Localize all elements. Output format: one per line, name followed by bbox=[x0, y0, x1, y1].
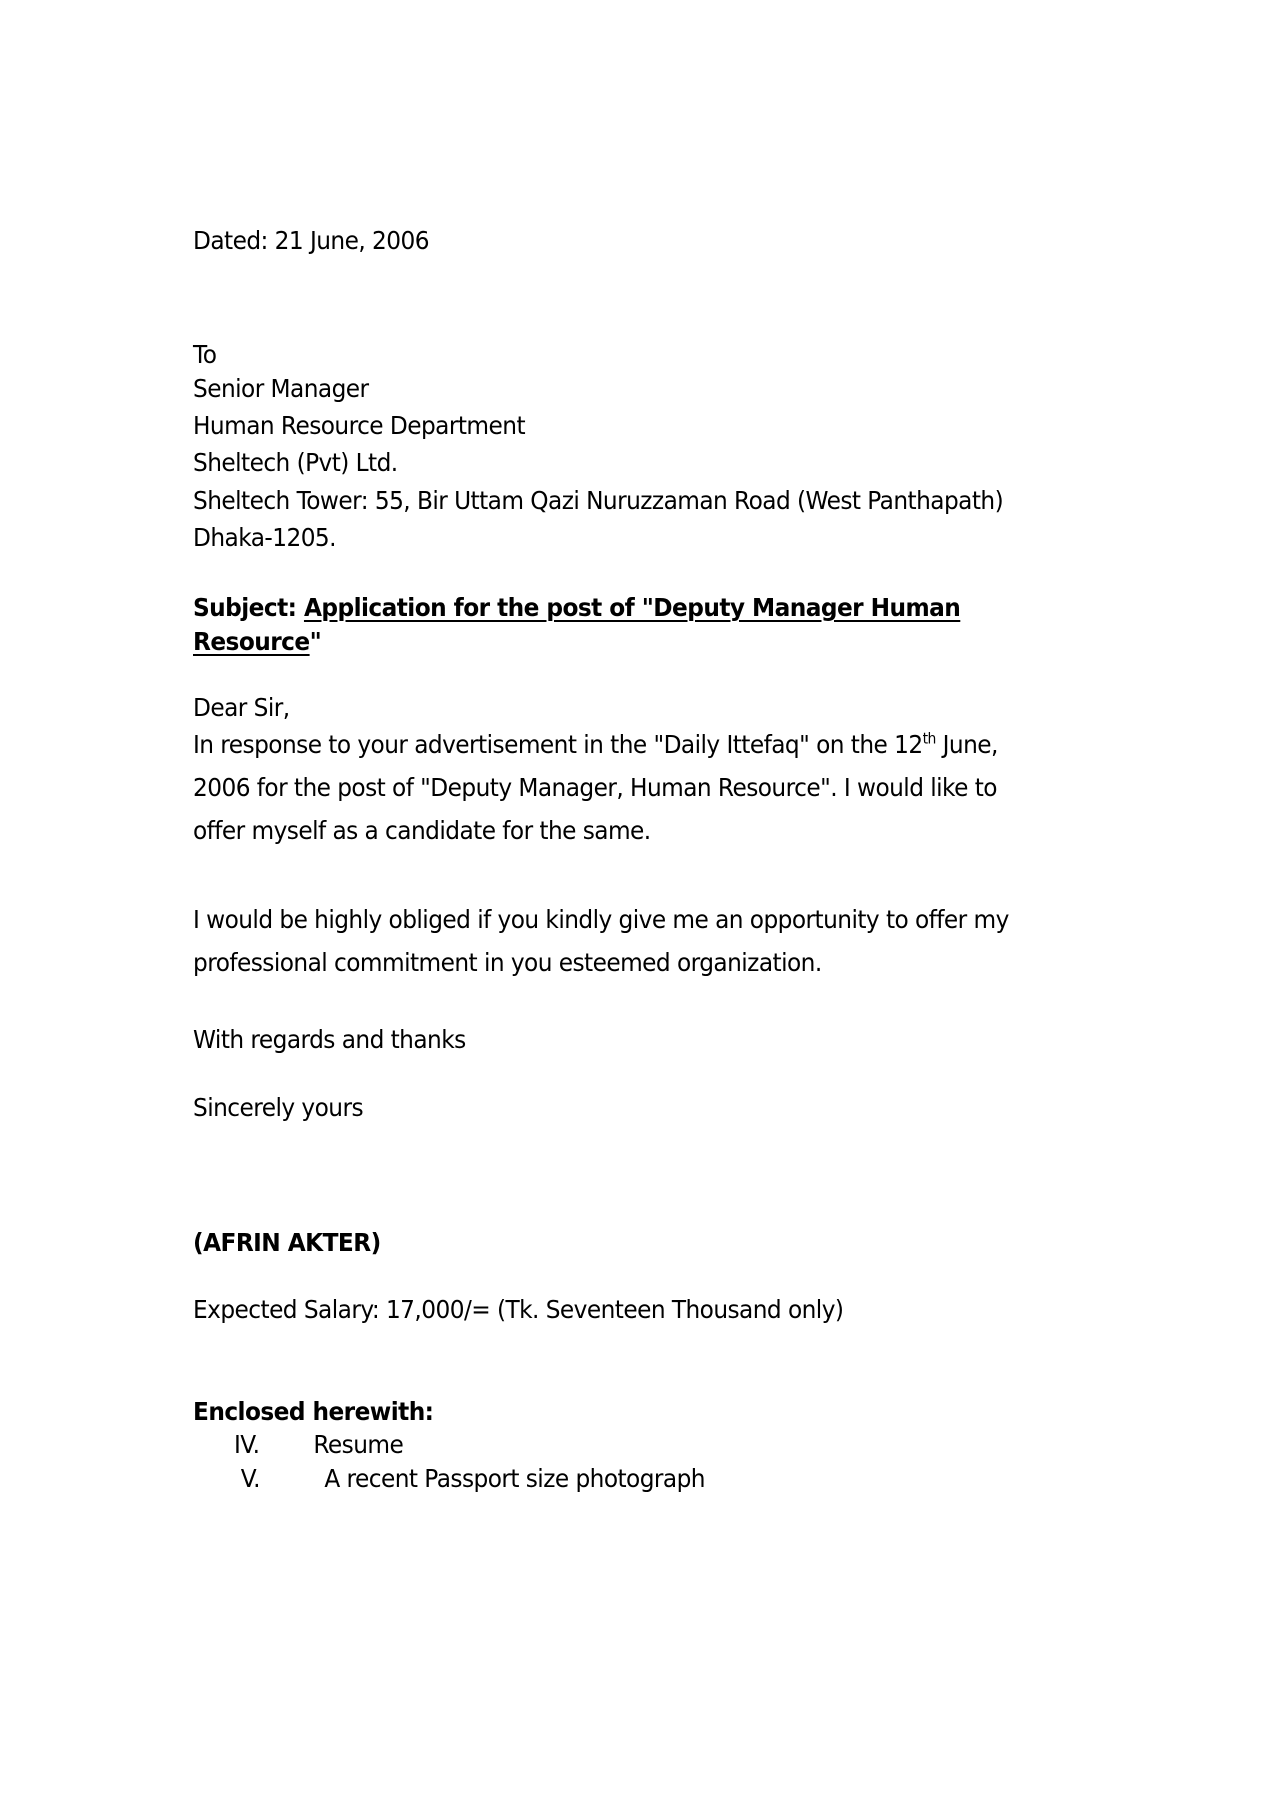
letter-date: Dated: 21 June, 2006 bbox=[193, 226, 429, 255]
enclosure-text: A recent Passport size photograph bbox=[324, 1464, 705, 1493]
ordinal-suffix: th bbox=[922, 729, 936, 748]
subject-title-cont: Resource bbox=[193, 627, 310, 656]
recipient-line: Human Resource Department bbox=[193, 411, 526, 440]
recipient-to: To bbox=[193, 340, 217, 369]
recipient-line: Sheltech Tower: 55, Bir Uttam Qazi Nuruzzaman Road (West Panthapath) bbox=[193, 486, 1004, 515]
subject-label: Subject: bbox=[193, 593, 297, 622]
body-text: June, bbox=[935, 730, 998, 759]
regards: With regards and thanks bbox=[193, 1025, 466, 1054]
subject-closing-quote: " bbox=[309, 627, 322, 656]
subject-line-2 bbox=[193, 627, 321, 657]
body-line: I would be highly obliged if you kindly give me an opportunity to offer my bbox=[193, 905, 1009, 934]
expected-salary: Expected Salary: 17,000/= (Tk. Seventeen Thousand only) bbox=[193, 1295, 844, 1324]
subject-line bbox=[193, 593, 960, 623]
body-line: professional commitment in you esteemed organization. bbox=[193, 948, 822, 977]
closing: Sincerely yours bbox=[193, 1093, 364, 1122]
body-text: In response to your advertisement in the "Daily Ittefaq" on the 12 bbox=[193, 730, 923, 759]
body-line: offer myself as a candidate for the same. bbox=[193, 816, 651, 845]
recipient-line: Sheltech (Pvt) Ltd. bbox=[193, 448, 398, 477]
enclosure-number: IV. bbox=[233, 1430, 260, 1459]
salutation: Dear Sir, bbox=[193, 693, 290, 722]
enclosure-text: Resume bbox=[313, 1430, 404, 1459]
enclosures-heading: Enclosed herewith: bbox=[193, 1397, 434, 1426]
body-line: 2006 for the post of "Deputy Manager, Human Resource". I would like to bbox=[193, 773, 997, 802]
signature-name: (AFRIN AKTER) bbox=[193, 1228, 381, 1257]
recipient-line: Senior Manager bbox=[193, 374, 369, 403]
body-line bbox=[193, 730, 998, 760]
enclosure-number: V. bbox=[240, 1464, 260, 1493]
recipient-line: Dhaka-1205. bbox=[193, 523, 337, 552]
subject-title: Application for the post of "Deputy Manager Human bbox=[303, 593, 961, 622]
